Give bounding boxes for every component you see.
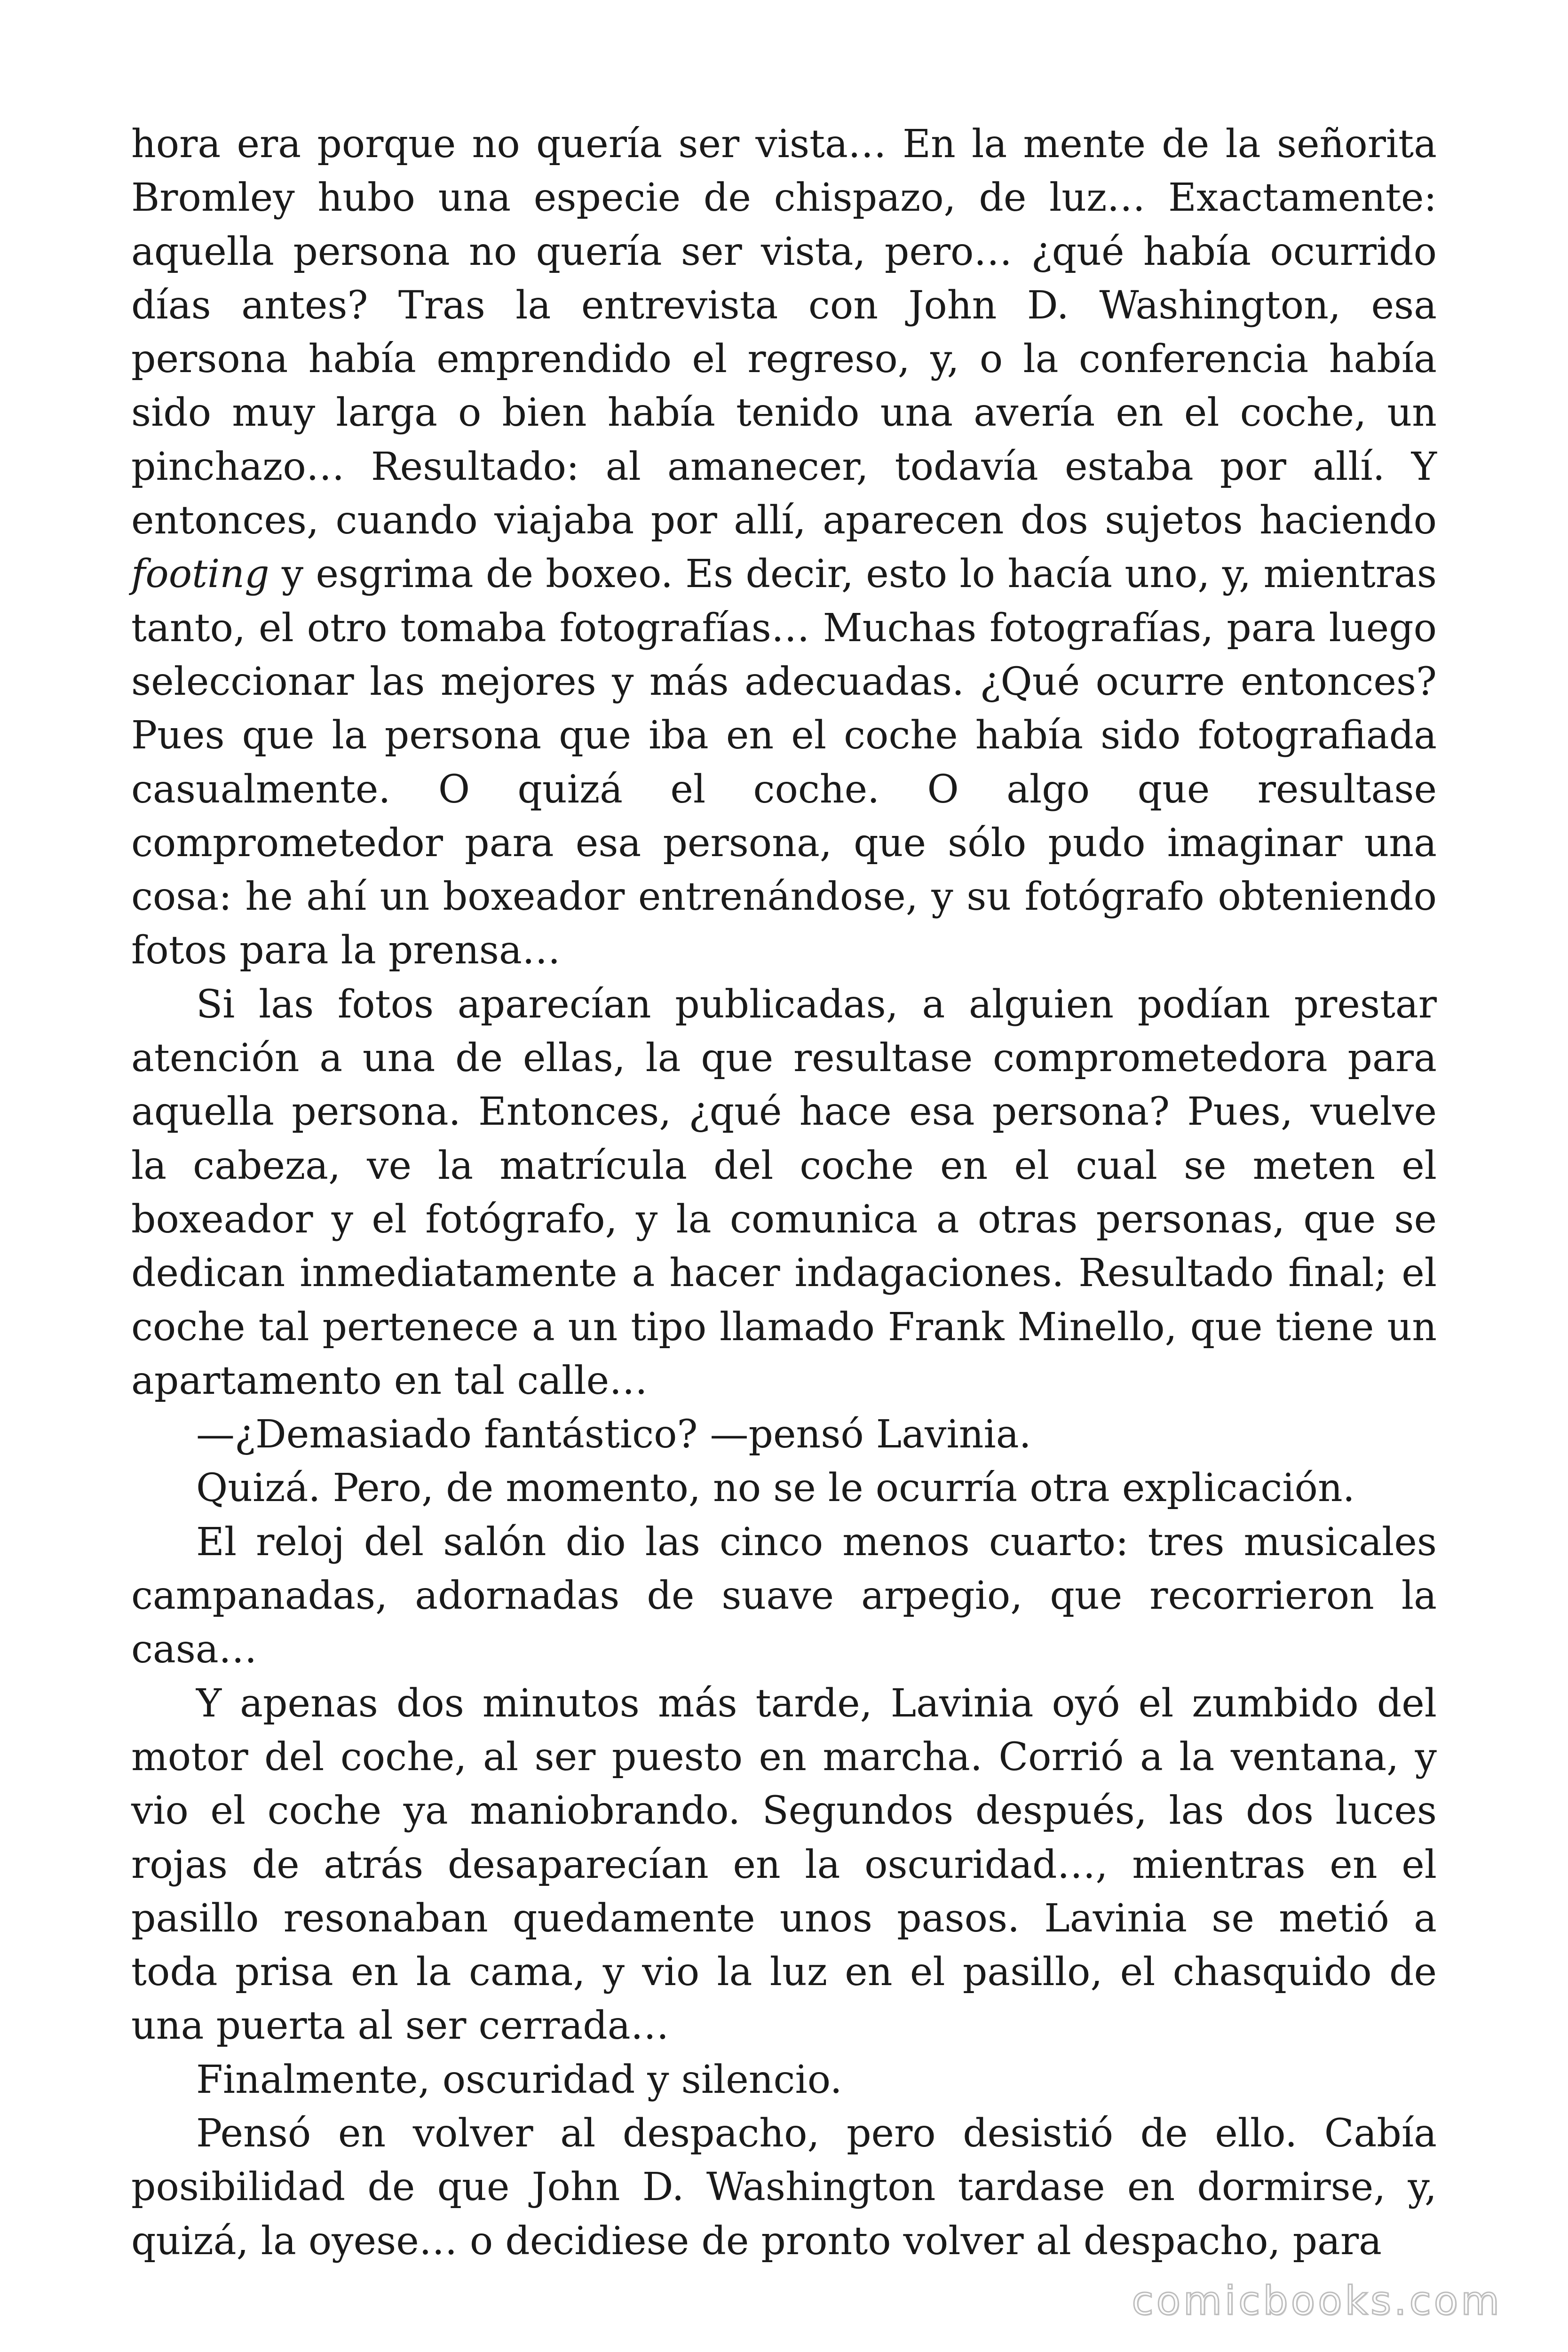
paragraph-6: Y apenas dos minutos más tarde, Lavinia oyó el zumbido del motor del coche, al ser puesto en marcha. Corrió a la ventana, y vio el coche ya maniobrando. Segundos después, las dos luces rojas de atrás desaparecían en la oscuridad…, mientras en el pasillo resonaban quedamente unos pasos. Lavinia se metió a toda prisa en la cama, y vio la luz en el pasillo, el chasquido de una puerta al ser cerrada… [131,1681,1437,2049]
paragraph-5: El reloj del salón dio las cinco menos cuarto: tres musicales campanadas, adornadas de suave arpegio, que recorrieron la casa… [131,1519,1437,1672]
paragraph-8: Pensó en volver al despacho, pero desistió de ello. Cabía posibilidad de que John D. Washington tardase en dormirse, y, quizá, la oyese… o decidiese de pronto volver al despacho, para [131,2111,1437,2264]
paragraph-3: —¿Demasiado fantástico? —pensó Lavinia. [196,1412,1031,1457]
paragraph-1-text-end: y esgrima de boxeo. Es decir, esto lo hacía uno, y, mientras tanto, el otro tomaba fotografías… Muchas fotografías, para luego seleccionar las mejores y más adecuadas. ¿Qué ocurre entonces? Pues que la persona que iba en el coche había sido fotografiada casualmente. O quizá el coche. O algo que resultase comprometedor para esa persona, que sólo pudo imaginar una cosa: he ahí un boxeador entrenándose, y su fotógrafo obteniendo fotos para la prensa… [131,552,1437,973]
watermark: comicbooks.com [1132,2278,1502,2324]
italic-word-footing: footing [131,552,269,597]
book-page-text [131,118,1437,2268]
paragraph-2: Si las fotos aparecían publicadas, a alguien podían prestar atención a una de ellas, la que resultase comprometedora para aquella persona. Entonces, ¿qué hace esa persona? Pues, vuelve la cabeza, ve la matrícula del coche en el cual se meten el boxeador y el fotógrafo, y la comunica a otras personas, que se dedican inmediatamente a hacer indagaciones. Resultado final; el coche tal pertenece a un tipo llamado Frank Minello, que tiene un apartamento en tal calle… [131,982,1437,1403]
paragraph-7: Finalmente, oscuridad y silencio. [196,2057,842,2102]
paragraph-4: Quizá. Pero, de momento, no se le ocurría otra explicación. [196,1466,1355,1511]
paragraph-1 [131,118,1437,978]
paragraph-1-text-start: hora era porque no quería ser vista… En la mente de la señorita Bromley hubo una especie de chispazo, de luz… Exactamente: aquella persona no quería ser vista, pero… ¿qué había ocurrido días antes? Tras la entrevista con John D. Washington, esa persona había emprendido el regreso, y, o la conferencia había sido muy larga o bien había tenido una avería en el coche, un pinchazo… Resultado: al amanecer, todavía estaba por allí. Y entonces, cuando viajaba por allí, aparecen dos sujetos haciendo [131,122,1437,543]
